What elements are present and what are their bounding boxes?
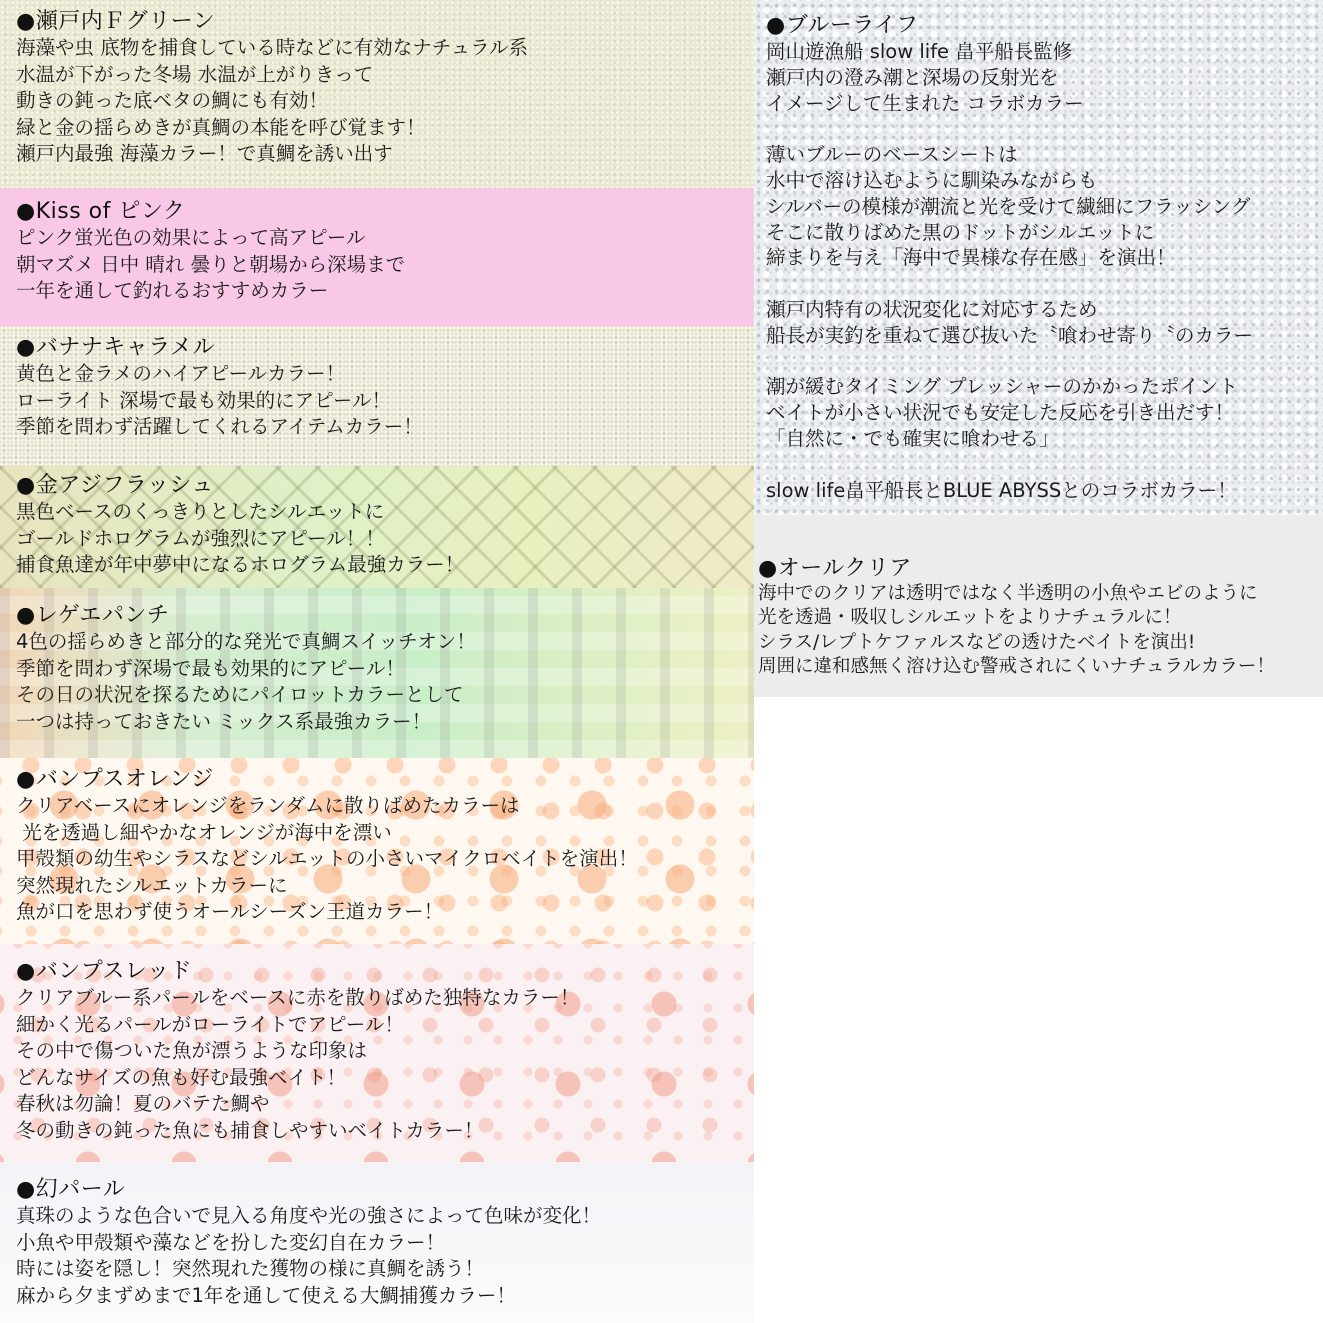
section-kiss-of-pink — [0, 188, 754, 326]
section-description: 黄色と金ラメのハイアピールカラー！ ローライト 深場で最も効果的にアピール！ 季節を問わず活躍してくれるアイテムカラー！ — [16, 362, 423, 439]
section-description: 海藻や虫 底物を捕食している時などに有効なナチュラル系 水温が下がった冬場 水温が上がりきって 動きの鈍った底ベタの鯛にも有効！ 緑と金の揺らめきが真鯛の本能を呼び覚ます！ 瀬戸内最強 海藻カラー！で真鯛を誘い出す — [16, 36, 529, 166]
section-title: ●バナナキャラメル — [16, 335, 216, 360]
section-title: ●バンプスオレンジ — [16, 767, 214, 792]
section-description: 4色の揺らめきと部分的な発光で真鯛スイッチオン！ 季節を問わず深場で最も効果的にアピール！ その日の状況を探るためにパイロットカラーとして 一つは持っておきたい ミックス系最強カラー！ — [16, 630, 476, 733]
section-title: ●ブルーライフ — [766, 13, 919, 38]
section-maboroshi-pearl — [0, 1162, 754, 1323]
section-description: ピンク蛍光色の効果によって高アピール 朝マズメ 日中 晴れ 曇りと朝場から深場まで 一年を通して釣れるおすすめカラー — [16, 226, 406, 303]
section-title: ●レゲエパンチ — [16, 603, 170, 628]
section-all-clear — [754, 515, 1323, 697]
section-gold-aji-flash — [0, 466, 754, 588]
section-title: ●Kiss of ピンク — [16, 199, 186, 224]
section-description: 黒色ベースのくっきりとしたシルエットに ゴールドホログラムが強烈にアピール！！ 捕食魚達が年中夢中になるホログラム最強カラー！ — [16, 500, 465, 577]
section-blue-life — [754, 0, 1323, 515]
section-banana-caramel — [0, 326, 754, 466]
section-description: 岡山遊漁船 slow life 畠平船長監修 瀬戸内の澄み潮と深場の反射光を イメージして生まれた コラボカラー 薄いブルーのベースシートは 水中で溶け込むように馴染みながらも シルバーの模様が潮流と光を受けて繊細にフラッシング そこに散りばめた黒のドットがシルエットに 締まりを与え「海中で異様な存在感」を演出！ 瀬戸内特有の状況変化に対応するため 船長が実釣を重ねて選び抜いた〝喰わせ寄り〝のカラー 潮が緩むタイミング プレッシャーのかかったポイント ベイトが小さい状況でも安定した反応を引き出だす！ 「自然に・でも確実に喰わせる」 slow life畠平船長とBLUE ABYSSとのコラボカラー！ — [766, 40, 1254, 502]
section-seto-f-green — [0, 0, 754, 188]
section-title: ●オールクリア — [758, 556, 912, 581]
section-title: ●瀬戸内Ｆグリーン — [16, 9, 216, 34]
section-title: ●金アジフラッシュ — [16, 473, 214, 498]
section-description: 海中でのクリアは透明ではなく半透明の小魚やエビのように 光を透過・吸収しシルエットをよりナチュラルに！ シラス/レプトケファルスなどの透けたベイトを演出! 周囲に違和感無く溶け込む警戒されにくいナチュラルカラー！ — [758, 583, 1275, 677]
section-description: クリアベースにオレンジをランダムに散りばめたカラーは 光を透過し細やかなオレンジが海中を漂い 甲殻類の幼生やシラスなどシルエットの小さいマイクロベイトを演出！ 突然現れたシルエットカラーに 魚が口を思わず使うオールシーズン王道カラー！ — [16, 794, 638, 924]
section-title: ●幻パール — [16, 1177, 126, 1202]
section-bumps-red — [0, 944, 754, 1162]
section-bumps-orange — [0, 758, 754, 944]
section-reggae-punch — [0, 588, 754, 758]
section-title: ●バンプスレッド — [16, 959, 193, 984]
section-description: クリアブルー系パールをベースに赤を散りばめた独特なカラー！ 細かく光るパールがローライトでアピール！ その中で傷ついた魚が漂うような印象は どんなサイズの魚も好む最強ベイト！ 春秋は勿論！夏のバテた鯛や 冬の動きの鈍った魚にも捕食しやすいベイトカラー！ — [16, 986, 580, 1142]
section-description: 真珠のような色合いで見入る角度や光の強さによって色味が変化！ 小魚や甲殻類や藻などを扮した変幻自在カラー！ 時には姿を隠し！突然現れた獲物の様に真鯛を誘う！ 麻から夕まずめまで1年を通して使える大鯛捕獲カラー！ — [16, 1204, 602, 1307]
